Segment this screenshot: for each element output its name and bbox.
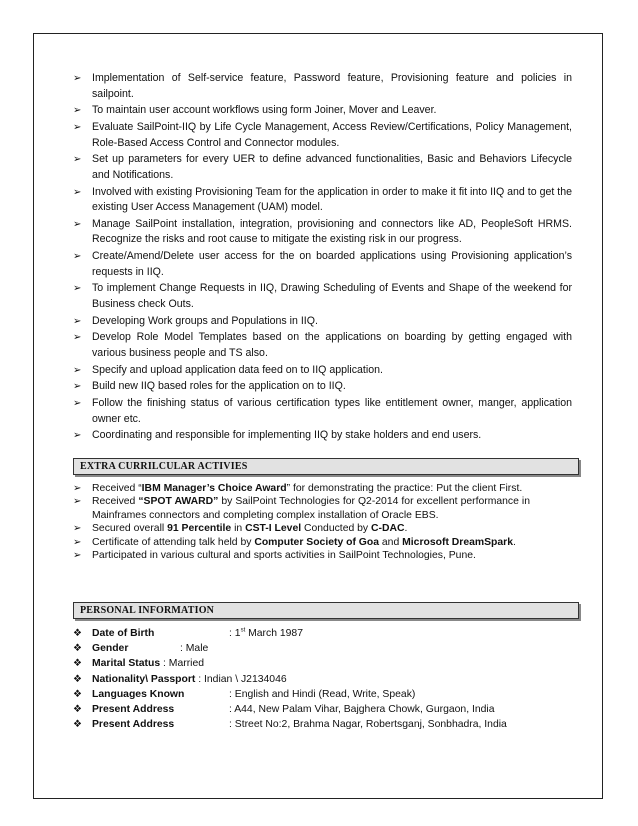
arrow-bullet-icon: ➢: [73, 398, 82, 409]
list-item: ➢ Manage SailPoint installation, integration, provisioning and connectors like AD, PeopleSoft HRMS. Recognize the risks and root cause to mitigate the existing risk in our progress.: [73, 217, 572, 246]
list-item: ➢ Specify and upload application data feed on to IIQ application.: [72, 363, 572, 379]
arrow-bullet-icon: ➢: [73, 550, 82, 562]
list-item: ➢ Implementation of Self-service feature, Password feature, Provisioning feature and policies in sailpoint.: [73, 72, 572, 100]
diamond-bullet-icon: ❖: [73, 719, 82, 731]
personal-information-heading: PERSONAL INFORMATION: [73, 602, 579, 619]
arrow-bullet-icon: ➢: [73, 381, 82, 393]
arrow-bullet-icon: ➢: [73, 73, 82, 84]
extra-curricular-list: [72, 482, 530, 562]
diamond-bullet-icon: ❖: [73, 628, 82, 639]
list-item: ❖ Marital Status : Married: [72, 656, 572, 671]
arrow-bullet-icon: ➢: [73, 105, 82, 117]
arrow-bullet-icon: ➢: [73, 483, 82, 494]
list-item: ➢ Create/Amend/Delete user access for the on boarded applications using Provisioning application’s requests in IIQ.: [73, 250, 572, 278]
arrow-bullet-icon: ➢: [73, 332, 82, 344]
arrow-bullet-icon: ➢: [73, 186, 82, 198]
arrow-bullet-icon: ➢: [73, 154, 82, 166]
experience-list: [72, 71, 572, 445]
list-item: ❖ Gender : Male: [72, 641, 572, 656]
list-item: ➢ To maintain user account workflows using form Joiner, Mover and Leaver.: [72, 103, 572, 119]
list-item: ❖ Date of Birth : 1st March 1987: [72, 626, 572, 641]
arrow-bullet-icon: ➢: [73, 536, 82, 548]
list-item: ❖ Present Address : Street No:2, Brahma Nagar, Robertsganj, Sonbhadra, India: [72, 717, 572, 732]
list-item: ➢ Set up parameters for every UER to define advanced functionalities, Basic and Behaviors Lifecycle and Notifications.: [73, 153, 572, 181]
list-item: ➢ Develop Role Model Templates based on the applications on boarding by getting engaged with various business people and TS also.: [73, 331, 572, 359]
list-item: ➢ Developing Work groups and Populations in IIQ.: [72, 314, 572, 330]
arrow-bullet-icon: ➢: [73, 283, 82, 295]
list-item: ➢ Secured overall 91 Percentile in CST-I Level Conducted by C-DAC.: [73, 523, 408, 535]
list-item: ➢ Certificate of attending talk held by Computer Society of Goa and Microsoft DreamSpark.: [73, 536, 516, 548]
diamond-bullet-icon: ❖: [73, 673, 82, 685]
diamond-bullet-icon: ❖: [73, 704, 82, 716]
list-item: ➢ Involved with existing Provisioning Team for the application in order to make it fit into IIQ and to get the existing User Access Management (UAM) model.: [73, 185, 572, 214]
list-item: ❖ Present Address : A44, New Palam Vihar, Bajghera Chowk, Gurgaon, India: [72, 702, 572, 717]
list-item: ➢ Coordinating and responsible for implementing IIQ by stake holders and end users.: [72, 428, 572, 444]
list-item: ➢ Received “IBM Manager’s Choice Award” for demonstrating the practice: Put the client First.: [73, 483, 523, 494]
personal-information-list: [72, 626, 572, 732]
diamond-bullet-icon: ❖: [73, 688, 82, 700]
arrow-bullet-icon: ➢: [73, 315, 82, 327]
arrow-bullet-icon: ➢: [73, 251, 82, 263]
list-item: ➢ Received “SPOT AWARD” by SailPoint Technologies for Q2-2014 for excellent performance in Mainframes connectors and completing complex installation of Oracle EBS.: [73, 496, 530, 521]
arrow-bullet-icon: ➢: [73, 364, 82, 376]
list-item: ➢ To implement Change Requests in IIQ, Drawing Scheduling of Events and Shape of the weekend for Business check Outs.: [73, 282, 572, 310]
list-item: ➢ Evaluate SailPoint-IIQ by Life Cycle Management, Access Review/Certifications, Policy Management, Role-Based Access Control and Connector modules.: [73, 120, 572, 149]
extra-curricular-heading: EXTRA CURRILCULAR ACTIVIES: [73, 458, 579, 475]
arrow-bullet-icon: ➢: [73, 430, 82, 442]
diamond-bullet-icon: ❖: [73, 643, 82, 655]
arrow-bullet-icon: ➢: [73, 496, 82, 508]
list-item: ➢ Follow the finishing status of various certification types like entitlement owner, manger, application owner etc.: [73, 397, 572, 425]
arrow-bullet-icon: ➢: [73, 218, 82, 230]
list-item: ❖ Nationality\ Passport : Indian \ J2134046: [72, 672, 572, 687]
list-item: ❖ Languages Known : English and Hindi (Read, Write, Speak): [72, 687, 572, 702]
list-item: ➢ Build new IIQ based roles for the application on to IIQ.: [72, 379, 572, 395]
arrow-bullet-icon: ➢: [73, 523, 82, 535]
diamond-bullet-icon: ❖: [73, 658, 82, 670]
arrow-bullet-icon: ➢: [73, 121, 82, 133]
list-item: ➢ Participated in various cultural and sports activities in SailPoint Technologies, Pune.: [73, 550, 476, 562]
